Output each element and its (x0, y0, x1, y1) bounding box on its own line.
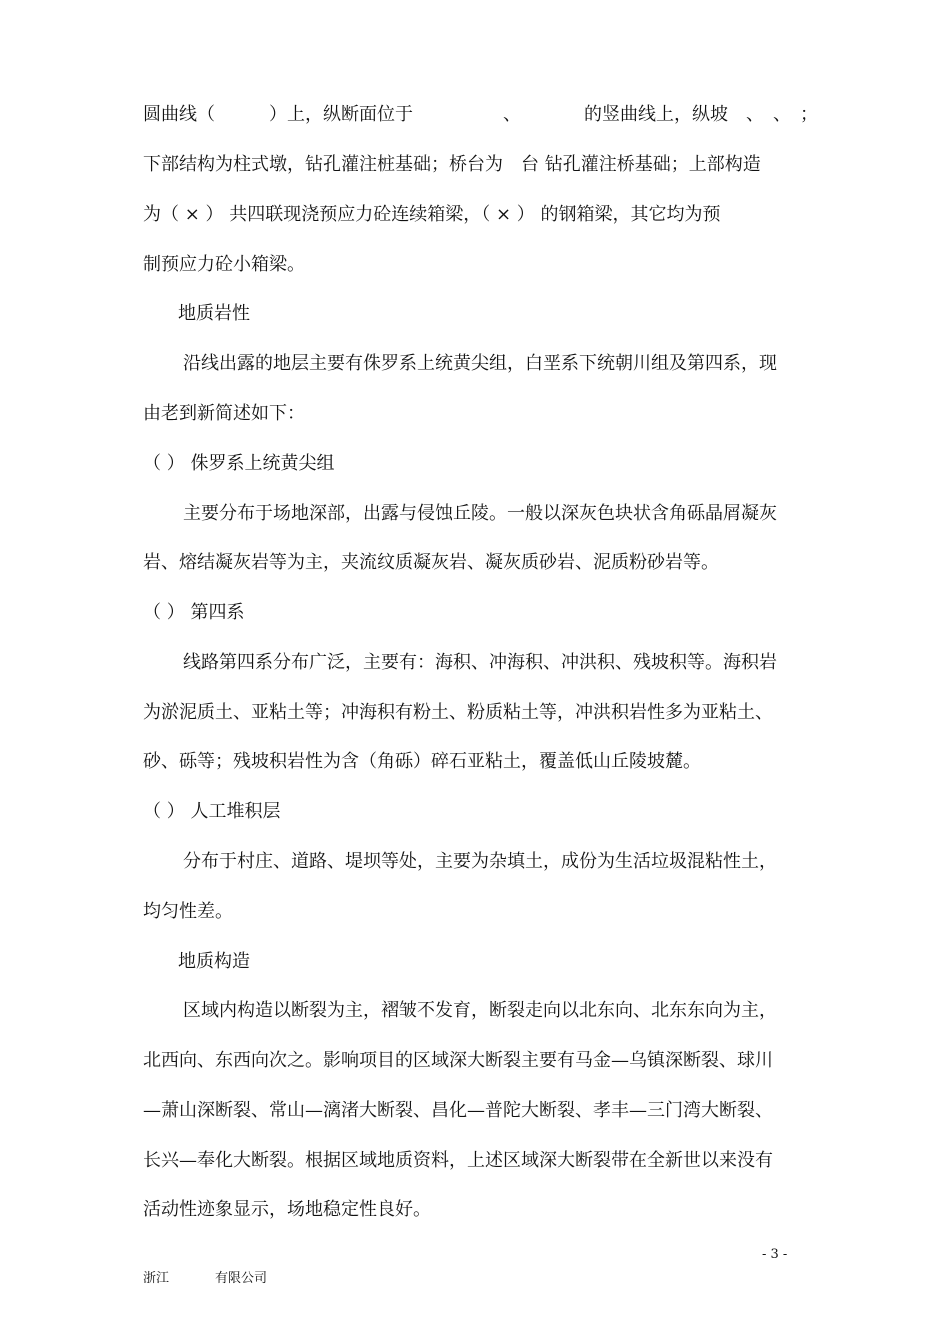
text-line: 沿线出露的地层主要有侏罗系上统黄尖组，白垩系下统朝川组及第四系，现 (183, 353, 777, 374)
text-line: 为（ × ） 共四联现浇预应力砼连续箱梁，（ × ） 的钢箱梁，其它均为预 (143, 204, 721, 225)
text-line: 线路第四系分布广泛，主要有：海积、冲海积、冲洪积、残坡积等。海积岩 (183, 652, 777, 673)
text-line: 均匀性差。 (143, 901, 233, 922)
text-line: 下部结构为柱式墩，钻孔灌注桩基础；桥台为 台 钻孔灌注桥基础；上部构造 (143, 154, 761, 175)
text-line: 制预应力砼小箱梁。 (143, 254, 305, 275)
text-line: 为淤泥质土、亚粘土等；冲海积有粉土、粉质粘土等，冲洪积岩性多为亚粘土、 (143, 702, 773, 723)
subsection-heading: （ ） 侏罗系上统黄尖组 (143, 453, 335, 474)
subsection-heading: （ ） 第四系 (143, 602, 245, 623)
section-heading: 地质构造 (178, 951, 250, 972)
text-line: 由老到新简述如下： (143, 403, 305, 424)
subsection-heading: （ ） 人工堆积层 (143, 801, 281, 822)
text-line: 主要分布于场地深部，出露与侵蚀丘陵。一般以深灰色块状含角砾晶屑凝灰 (183, 503, 777, 524)
text-line: 长兴—奉化大断裂。根据区域地质资料，上述区域深大断裂带在全新世以来没有 (143, 1150, 773, 1171)
text-line: —萧山深断裂、常山—漓渚大断裂、昌化—普陀大断裂、孝丰—三门湾大断裂、 (143, 1100, 773, 1121)
text-line: 岩、熔结凝灰岩等为主，夹流纹质凝灰岩、凝灰质砂岩、泥质粉砂岩等。 (143, 552, 719, 573)
text-line: 区域内构造以断裂为主，褶皱不发育，断裂走向以北东向、北东东向为主， (183, 1000, 777, 1021)
page-number: - 3 - (762, 1247, 788, 1262)
text-line: 分布于村庄、道路、堤坝等处，主要为杂填土，成份为生活垃圾混粘性土， (183, 851, 777, 872)
footer-company-right: 有限公司 (215, 1271, 268, 1286)
section-heading: 地质岩性 (178, 303, 250, 324)
text-line: 圆曲线（ ）上，纵断面位于 、 的竖曲线上，纵坡 、 、 ； (143, 104, 818, 125)
text-line: 砂、砾等；残坡积岩性为含（角砾）碎石亚粘土，覆盖低山丘陵坡麓。 (143, 751, 701, 772)
footer-company-left: 浙江 (143, 1271, 170, 1286)
text-line: 活动性迹象显示，场地稳定性良好。 (143, 1199, 431, 1220)
text-line: 北西向、东西向次之。影响项目的区域深大断裂主要有马金—乌镇深断裂、球川 (143, 1050, 773, 1071)
